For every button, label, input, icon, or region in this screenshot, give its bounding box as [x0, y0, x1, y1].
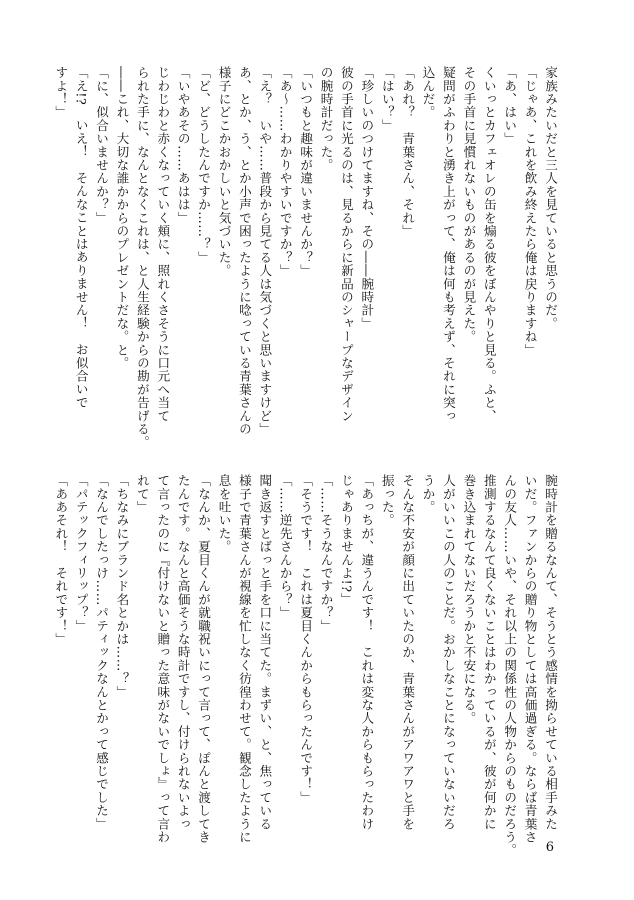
text-line: 「あ～……わかりやすいですか？」 [277, 66, 293, 278]
text-line: 「なんでしたっけ……パティックなんとかって感じでした」 [94, 474, 110, 831]
text-line: 「珍しいのつけてますね、その――腕時計」 [359, 66, 375, 330]
text-line: 聞き返すとばっと手を口に当てた。まずい、と、焦っている [257, 474, 273, 831]
text-line: その手首に見慣れないものがあるのが見えた。 [461, 66, 477, 344]
text-line: 「なんか、夏目くんが就職祝いにって言って、ぽんと渡してき [196, 474, 212, 844]
text-line: 「え!? いえ！ そんなことはありません！ お似合いで [73, 66, 89, 410]
text-line: んの友人……いや、それ以上の関係性の人物からのものだろう。 [502, 474, 518, 857]
text-line: くいっとカフェオレの缶を煽る彼をぼんやりと見る。ふと、 [481, 66, 497, 423]
text-line: られた手に、なんとなくこれは、と人生経験からの勘が告げる。 [134, 66, 150, 449]
text-line: の腕時計だった。 [318, 66, 334, 172]
text-line: て言ったのに『付けないと贈った意味がないでしょ』って言わ [155, 474, 171, 844]
text-line: 「そうです！ これは夏目くんからもらったんです！」 [298, 474, 314, 804]
text-line: 「ああそれ！ それです！」 [53, 474, 69, 646]
text-line: 「ちなみにブランド名とかは……？」 [114, 474, 130, 699]
text-line: うか。 [420, 474, 436, 514]
text-block-upper [53, 66, 560, 449]
text-line: ――これ、大切な誰かからのプレゼントだな。と。 [114, 66, 130, 370]
page-number: 6 [545, 840, 554, 855]
text-line: 巻き込まれてないだろうかと不安になる。 [461, 474, 477, 725]
text-line: 込んだ。 [420, 66, 436, 119]
text-line: そんな不安が顔に出ていたのか、青葉さんがアワアワと手を [400, 474, 416, 831]
text-line: 「あっちが、違うんです！ これは変な人からもらったわけ [359, 474, 375, 831]
text-line: じわじわと赤くなっていく頬に、照れくさそうに口元へ当て [155, 66, 171, 423]
text-line: 推測するなんて良くないことはわかっているが、彼が何かに [481, 474, 497, 831]
text-line: 息を吐いた。 [216, 474, 232, 554]
text-line: れて」 [134, 474, 150, 514]
text-line: いだ。ファンからの贈り物としては高価過ぎる。ならば青葉さ [522, 474, 538, 844]
text-line: 振った。 [379, 474, 395, 527]
text-block-lower [53, 474, 560, 857]
text-line: 疑問がふわりと湧き上がって、俺は何も考えず、それに突っ [440, 66, 456, 423]
text-line: 「に、似合いませんか？」 [94, 66, 110, 225]
text-line: 「あ、はい」 [502, 66, 518, 146]
text-line: 人がいいこの人のことだ。おかしなことになっていないだろ [440, 474, 456, 831]
text-line: 「じゃあ、これを飲み終えたら俺は戻りますね」 [522, 66, 538, 357]
text-line: 「え？ いや……普段から見てる人は気づくと思いますけど」 [257, 66, 273, 436]
text-line: 「……そうなんですか？」 [318, 474, 334, 633]
text-line: 「……逆先さんから？」 [277, 474, 293, 620]
text-line: じゃありませんよ!?」 [338, 474, 354, 606]
text-line: すよ！」 [53, 66, 69, 119]
text-line: 腕時計を贈るなんて、そうとう感情を拗らせている相手みた [543, 474, 558, 831]
text-line: 「はい？」 [379, 66, 395, 132]
text-line: 様子にどこかおかしいと気づいた。 [216, 66, 232, 278]
text-line: 「ど、どうしたんですか……？」 [196, 66, 212, 264]
text-line: あ、とか、う、とか小声で困ったように唸っている青葉さんの [236, 66, 252, 436]
text-line: たんです。なんと高価そうな時計ですし、付けられないよっ [175, 474, 191, 831]
text-line: 「あれ？ 青葉さん、それ」 [400, 66, 416, 238]
text-line: 家族みたいだと三人を見ていると思うのだ。 [543, 66, 558, 330]
text-line: 「いつもと趣味が違いませんか？」 [298, 66, 314, 278]
text-line: 「いやあその……あはは」 [175, 66, 191, 225]
text-line: 様子で青葉さんが視線を忙しなく彷徨わせて。観念したように [236, 474, 252, 844]
text-line: 彼の手首に光るのは、見るからに新品のシャープなデザイン [338, 66, 354, 423]
text-line: 「パテックフィリップ？」 [73, 474, 89, 633]
